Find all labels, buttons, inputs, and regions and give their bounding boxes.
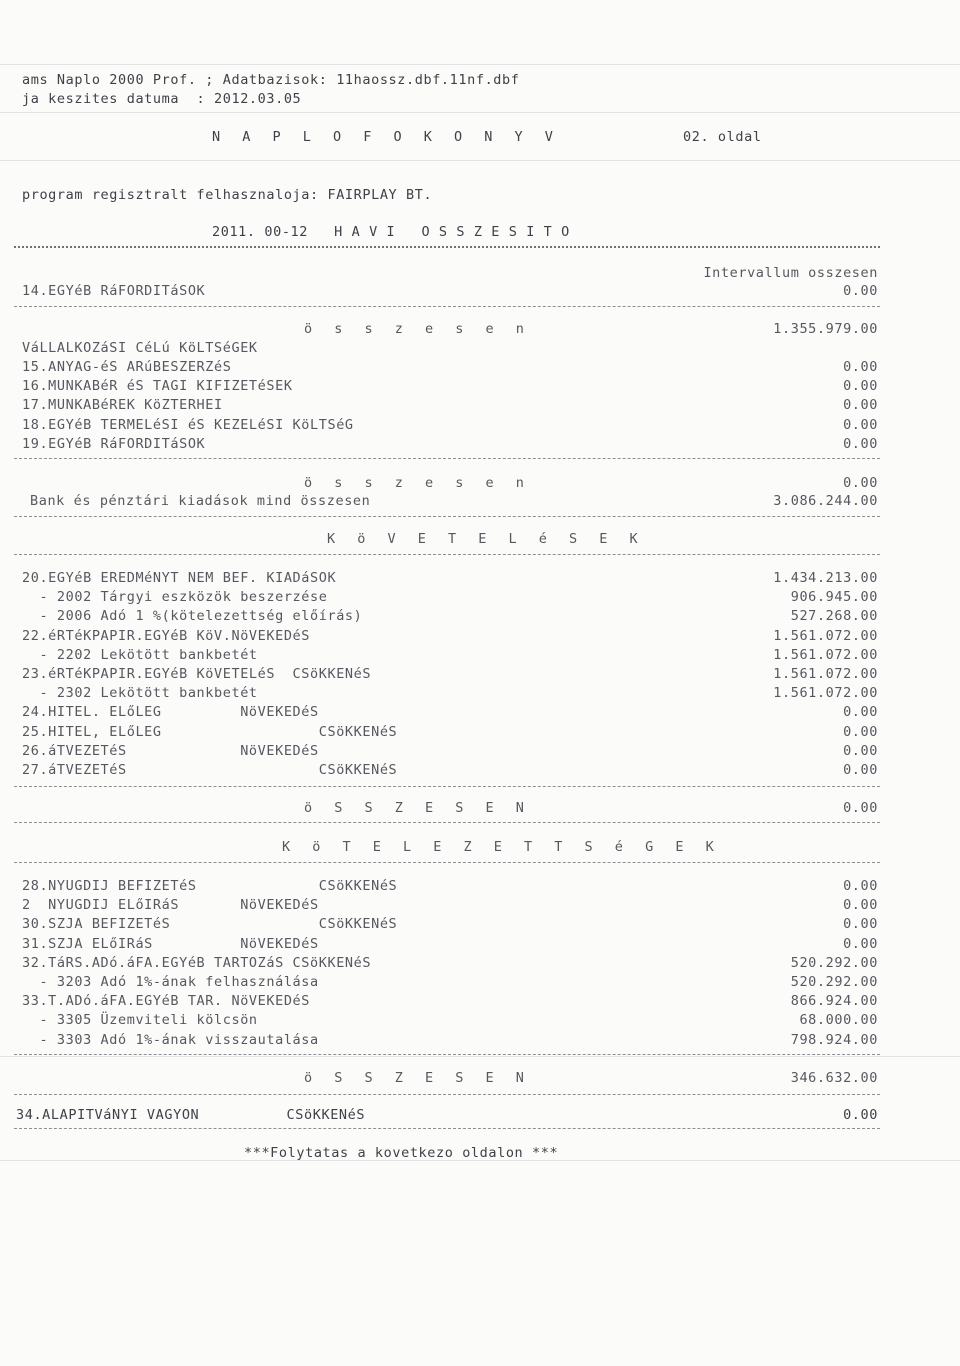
section-heading: VáLLALKOZáSI CéLú KöLTSéGEK xyxy=(22,340,258,356)
row-value: 0.00 xyxy=(843,359,878,375)
row-label: - 2006 Adó 1 %(kötelezettség előírás) xyxy=(22,608,363,625)
row-label: 27.áTVEZETéS CSöKKENéS xyxy=(22,762,398,778)
row-value: 0.00 xyxy=(843,378,878,395)
liabilities-heading: K ö T E L E Z E T T S é G E K xyxy=(282,839,721,855)
report-period: 2011. 00-12 H A V I O S S Z E S I T O xyxy=(212,224,570,240)
row-label: - 3203 Adó 1%-ának felhasználása xyxy=(22,974,319,990)
row-value: 0.00 xyxy=(843,878,878,894)
row-label: 15.ANYAG-éS ARúBESZERZéS xyxy=(22,359,232,375)
row-label: 14.EGYéB RáFORDITáSOK xyxy=(22,283,206,299)
liabilities-total-value: 346.632.00 xyxy=(790,1070,878,1086)
row-label: 25.HITEL, ELőLEG CSöKKENéS xyxy=(22,723,398,740)
registered-user: program regisztralt felhasznaloja: FAIRPLAY BT. xyxy=(22,187,433,203)
row-value: 527.268.00 xyxy=(790,608,878,625)
liabilities-total-label: ö S S Z E S E N xyxy=(304,1070,531,1086)
row-label: 2 NYUGDIJ ELőIRáS NöVEKEDéS xyxy=(22,897,319,914)
foundation-assets-value: 0.00 xyxy=(843,1107,878,1123)
row-value: 1.434.213.00 xyxy=(773,570,878,586)
row-value: 0.00 xyxy=(843,935,878,952)
foundation-assets-label: 34.ALAPITVáNYI VAGYON CSöKKENéS xyxy=(16,1107,366,1123)
row-label: 23.éRTéKPAPIR.EGYéB KöVETELéS CSöKKENéS xyxy=(22,666,372,682)
receivables-heading: K ö V E T E L é S E K xyxy=(327,531,645,547)
row-label: 24.HITEL. ELőLEG NöVEKEDéS xyxy=(22,704,319,721)
row-value: 1.561.072.00 xyxy=(773,646,878,663)
row-label: 28.NYUGDIJ BEFIZETéS CSöKKENéS xyxy=(22,878,398,894)
row-value: 0.00 xyxy=(843,897,878,914)
row-label: - 3305 Üzemviteli kölcsön xyxy=(22,1012,258,1029)
row-value: 68.000.00 xyxy=(799,1012,878,1029)
row-label: 17.MUNKABéREK KöZTERHEI xyxy=(22,397,223,414)
row-label: - 2002 Tárgyi eszközök beszerzése xyxy=(22,589,328,606)
row-value: 0.00 xyxy=(843,397,878,414)
subtotal-value: 1.355.979.00 xyxy=(773,321,878,337)
row-label: 33.T.ADó.áFA.EGYéB TAR. NöVEKEDéS xyxy=(22,993,311,1010)
creation-date: ja keszites datuma : 2012.03.05 xyxy=(22,91,302,107)
receivables-total-label: ö S S Z E S E N xyxy=(304,800,531,816)
row-value: 520.292.00 xyxy=(790,954,878,971)
row-value: 1.561.072.00 xyxy=(773,627,878,644)
continued-note: ***Folytatas a kovetkezo oldalon *** xyxy=(244,1145,559,1161)
row-label: 32.TáRS.ADó.áFA.EGYéB TARTOZáS CSöKKENéS xyxy=(22,954,372,971)
row-value: 798.924.00 xyxy=(790,1031,878,1048)
row-value: 1.561.072.00 xyxy=(773,685,878,702)
software-info: ams Naplo 2000 Prof. ; Adatbazisok: 11haossz.dbf.11nf.dbf xyxy=(22,72,520,88)
row-value: 866.924.00 xyxy=(790,993,878,1010)
subtotal-label: ö s s z e s e n xyxy=(304,475,531,491)
subtotal-label: ö s s z e s e n xyxy=(304,321,531,337)
row-value: 0.00 xyxy=(843,916,878,933)
row-value: 906.945.00 xyxy=(790,589,878,606)
bank-total-label: Bank és pénztári kiadások mind összesen xyxy=(30,493,371,509)
row-label: 19.EGYéB RáFORDITáSOK xyxy=(22,435,206,452)
row-value: 0.00 xyxy=(843,416,878,433)
row-label: - 2202 Lekötött bankbetét xyxy=(22,646,258,663)
document-title: N A P L O F O K O N Y V xyxy=(212,129,560,145)
row-value: 0.00 xyxy=(843,762,878,778)
row-label: 31.SZJA ELőIRáS NöVEKEDéS xyxy=(22,935,319,952)
bank-total-value: 3.086.244.00 xyxy=(773,493,878,509)
row-value: 520.292.00 xyxy=(790,974,878,990)
row-value: 0.00 xyxy=(843,742,878,759)
row-value: 1.561.072.00 xyxy=(773,666,878,682)
page-number: 02. oldal xyxy=(683,129,762,145)
column-header: Intervallum osszesen xyxy=(703,265,878,281)
row-value: 0.00 xyxy=(843,283,878,299)
row-label: 18.EGYéB TERMELéSI éS KEZELéSI KöLTSéG xyxy=(22,416,354,433)
row-value: 0.00 xyxy=(843,435,878,452)
row-label: 16.MUNKABéR éS TAGI KIFIZETéSEK xyxy=(22,378,293,395)
row-value: 0.00 xyxy=(843,704,878,721)
row-label: 22.éRTéKPAPIR.EGYéB KöV.NöVEKEDéS xyxy=(22,627,311,644)
row-label: 20.EGYéB EREDMéNYT NEM BEF. KIADáSOK xyxy=(22,570,337,586)
receivables-total-value: 0.00 xyxy=(843,800,878,816)
row-label: - 2302 Lekötött bankbetét xyxy=(22,685,258,702)
row-label: 30.SZJA BEFIZETéS CSöKKENéS xyxy=(22,916,398,933)
row-value: 0.00 xyxy=(843,723,878,740)
subtotal-value: 0.00 xyxy=(843,475,878,491)
row-label: - 3303 Adó 1%-ának visszautalása xyxy=(22,1031,319,1048)
row-label: 26.áTVEZETéS NöVEKEDéS xyxy=(22,742,319,759)
